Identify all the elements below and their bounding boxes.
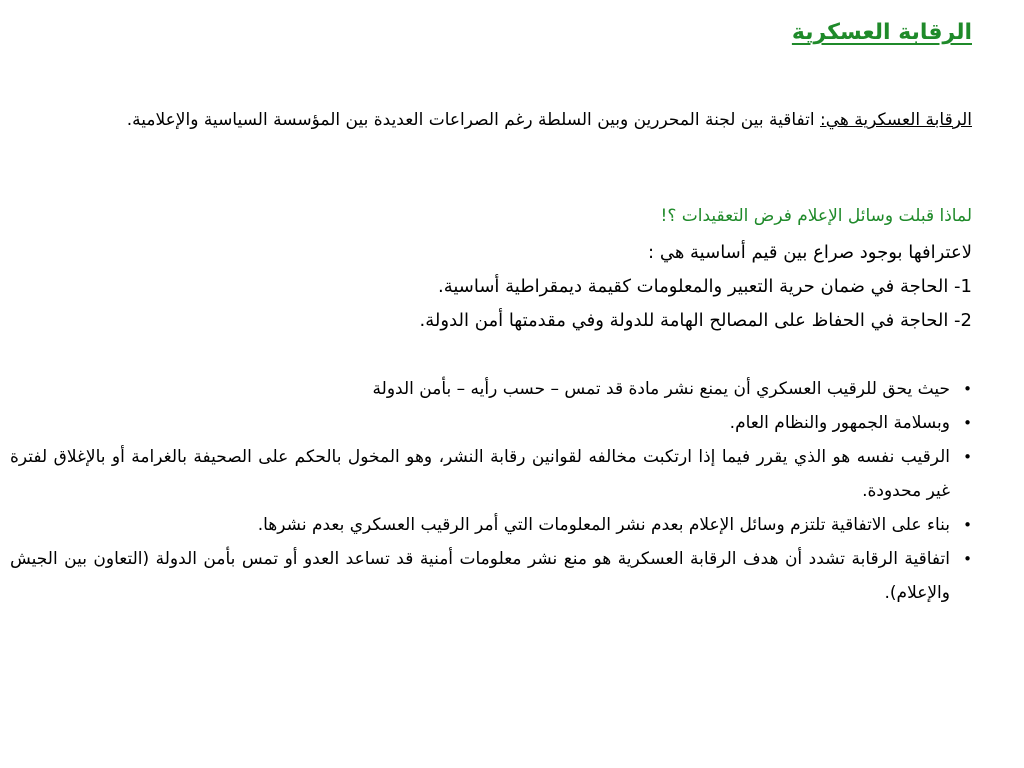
definition-term: الرقابة العسكرية هي:: [820, 110, 972, 130]
definition-paragraph: [42, 104, 972, 136]
bullet-dot-icon: •: [963, 414, 972, 432]
bullet-dot-icon: •: [963, 516, 972, 534]
bullet-list: [10, 372, 972, 610]
definition-text: اتفاقية بين لجنة المحررين وبين السلطة رغم الصراعات العديدة بين المؤسسة السياسية والإعلامية.: [126, 110, 820, 130]
bullet-item: [10, 406, 972, 440]
bullet-item: [10, 372, 972, 406]
bullet-text: بناء على الاتفاقية تلتزم وسائل الإعلام بعدم نشر المعلومات التي أمر الرقيب العسكري بعدم نشرها.: [257, 515, 950, 535]
bullet-text: وبسلامة الجمهور والنظام العام.: [729, 413, 950, 433]
question-heading: لماذا قبلت وسائل الإعلام فرض التعقيدات ؟!: [660, 206, 972, 226]
answer-intro: لاعترافها بوجود صراع بين قيم أساسية هي :: [648, 242, 972, 263]
answer-block: [42, 236, 972, 338]
bullet-item: [10, 542, 972, 610]
bullet-dot-icon: •: [963, 380, 972, 398]
bullet-item: [10, 508, 972, 542]
slide-title: الرقابة العسكرية: [791, 20, 972, 45]
bullet-item: [10, 440, 972, 508]
bullet-text: الرقيب نفسه هو الذي يقرر فيما إذا ارتكبت مخالفه لقوانين رقابة النشر، وهو المخول بالحكم على الصحيفة بالغرامة أو بالإغلاق لفترة غير محدودة.: [10, 447, 950, 501]
bullet-text: اتفاقية الرقابة تشدد أن هدف الرقابة العسكرية هو منع نشر معلومات أمنية قد تساعد العدو أو تمس بأمن الدولة (التعاون بين الجيش والإعلام).: [10, 549, 950, 603]
answer-point: 2- الحاجة في الحفاظ على المصالح الهامة للدولة وفي مقدمتها أمن الدولة.: [419, 310, 972, 331]
bullet-dot-icon: •: [963, 550, 972, 568]
bullet-text: حيث يحق للرقيب العسكري أن يمنع نشر مادة قد تمس – حسب رأيه – بأمن الدولة: [372, 379, 950, 399]
answer-point: 1- الحاجة في ضمان حرية التعبير والمعلومات كقيمة ديمقراطية أساسية.: [437, 276, 972, 297]
bullet-dot-icon: •: [963, 448, 972, 466]
